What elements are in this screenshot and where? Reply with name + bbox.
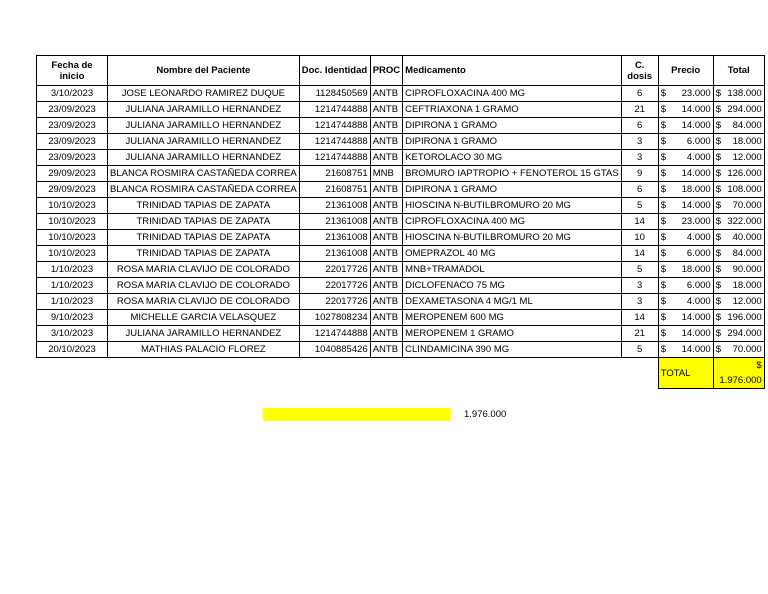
cell-proc: ANTB	[370, 294, 402, 310]
sum-value: 1.976.000	[464, 409, 507, 420]
cell-total	[713, 166, 764, 182]
cell-total	[713, 294, 764, 310]
cell-dosis: 3	[621, 278, 658, 294]
precio-amount: 14.000	[681, 168, 711, 179]
cell-nombre: JULIANA JARAMILLO HERNANDEZ	[108, 150, 300, 166]
cell-medicamento: DEXAMETASONA 4 MG/1 ML	[403, 294, 622, 310]
header-total: Total	[713, 56, 764, 86]
precio-amount: 4.000	[686, 296, 711, 307]
cell-nombre: JULIANA JARAMILLO HERNANDEZ	[108, 102, 300, 118]
currency-symbol: $	[715, 184, 721, 195]
total-amount: 90.000	[732, 264, 762, 275]
cell-doc: 1214744888	[299, 134, 370, 150]
table-row	[37, 182, 765, 198]
cell-doc: 21361008	[299, 230, 370, 246]
cell-precio	[658, 182, 713, 198]
table-row	[37, 134, 765, 150]
total-amount: 84.000	[732, 120, 762, 131]
currency-symbol: $	[715, 312, 721, 323]
cell-precio	[658, 246, 713, 262]
cell-medicamento: KETOROLACO 30 MG	[403, 150, 622, 166]
cell-total	[713, 150, 764, 166]
cell-proc: ANTB	[370, 246, 402, 262]
cell-nombre: JOSE LEONARDO RAMIREZ DUQUE	[108, 86, 300, 102]
cell-dosis: 3	[621, 134, 658, 150]
currency-symbol: $	[715, 88, 721, 99]
precio-amount: 6.000	[686, 280, 711, 291]
precio-amount: 14.000	[681, 328, 711, 339]
cell-medicamento: CIPROFLOXACINA 400 MG	[403, 214, 622, 230]
header-doc: Doc. Identidad	[299, 56, 370, 86]
cell-doc: 21361008	[299, 246, 370, 262]
cell-doc: 22017726	[299, 262, 370, 278]
cell-fecha: 1/10/2023	[37, 262, 108, 278]
cell-dosis: 3	[621, 294, 658, 310]
cell-total	[713, 310, 764, 326]
precio-amount: 14.000	[681, 120, 711, 131]
cell-medicamento: OMEPRAZOL 40 MG	[403, 246, 622, 262]
cell-precio	[658, 278, 713, 294]
total-amount: 138.000	[727, 88, 762, 99]
cell-medicamento: CLINDAMICINA 390 MG	[403, 342, 622, 358]
precio-amount: 14.000	[681, 312, 711, 323]
currency-symbol: $	[715, 152, 721, 163]
cell-proc: ANTB	[370, 118, 402, 134]
currency-symbol: $	[715, 120, 721, 131]
cell-proc: ANTB	[370, 150, 402, 166]
cell-proc: ANTB	[370, 326, 402, 342]
currency-symbol: $	[715, 232, 721, 243]
cell-fecha: 3/10/2023	[37, 86, 108, 102]
total-amount: 294.000	[727, 328, 762, 339]
cell-fecha: 23/09/2023	[37, 102, 108, 118]
table-row	[37, 310, 765, 326]
table-row	[37, 262, 765, 278]
cell-precio	[658, 294, 713, 310]
cell-total	[713, 230, 764, 246]
cell-fecha: 20/10/2023	[37, 342, 108, 358]
cell-total	[713, 102, 764, 118]
table-row	[37, 214, 765, 230]
header-nombre: Nombre del Paciente	[108, 56, 300, 86]
currency-symbol: $	[715, 280, 721, 291]
cell-doc: 21608751	[299, 182, 370, 198]
total-amount: 196.000	[727, 312, 762, 323]
cell-total	[713, 86, 764, 102]
cell-dosis: 6	[621, 118, 658, 134]
cell-proc: ANTB	[370, 198, 402, 214]
currency-symbol: $	[715, 328, 721, 339]
cell-fecha: 23/09/2023	[37, 118, 108, 134]
cell-fecha: 23/09/2023	[37, 134, 108, 150]
total-amount: 294.000	[727, 104, 762, 115]
cell-precio	[658, 150, 713, 166]
table-row	[37, 326, 765, 342]
cell-dosis: 6	[621, 182, 658, 198]
total-amount: 322.000	[727, 216, 762, 227]
cell-doc: 1128450569	[299, 86, 370, 102]
cell-nombre: TRINIDAD TAPIAS DE ZAPATA	[108, 230, 300, 246]
cell-medicamento: DIPIRONA 1 GRAMO	[403, 182, 622, 198]
precio-amount: 14.000	[681, 104, 711, 115]
currency-symbol: $	[715, 216, 721, 227]
cell-total	[713, 214, 764, 230]
currency-symbol: $	[660, 264, 666, 275]
cell-proc: ANTB	[370, 310, 402, 326]
cell-precio	[658, 342, 713, 358]
cell-precio	[658, 262, 713, 278]
cell-fecha: 23/09/2023	[37, 150, 108, 166]
precio-amount: 23.000	[681, 88, 711, 99]
total-amount: 70.000	[732, 200, 762, 211]
cell-nombre: ROSA MARIA CLAVIJO DE COLORADO	[108, 278, 300, 294]
cell-nombre: JULIANA JARAMILLO HERNANDEZ	[108, 118, 300, 134]
cell-dosis: 3	[621, 150, 658, 166]
cell-nombre: MICHELLE GARCIA VELASQUEZ	[108, 310, 300, 326]
cell-dosis: 14	[621, 214, 658, 230]
precio-amount: 18.000	[681, 184, 711, 195]
cell-doc: 21608751	[299, 166, 370, 182]
table-row	[37, 150, 765, 166]
cell-total	[713, 342, 764, 358]
cell-medicamento: DIPIRONA 1 GRAMO	[403, 118, 622, 134]
table-row	[37, 278, 765, 294]
currency-symbol: $	[715, 264, 721, 275]
total-amount: 84.000	[732, 248, 762, 259]
total-value	[713, 358, 764, 389]
cell-proc: ANTB	[370, 262, 402, 278]
precio-amount: 14.000	[681, 344, 711, 355]
cell-precio	[658, 230, 713, 246]
cell-medicamento: CIPROFLOXACINA 400 MG	[403, 86, 622, 102]
currency-symbol: $	[715, 168, 721, 179]
total-currency: $	[756, 360, 762, 371]
cell-fecha: 29/09/2023	[37, 182, 108, 198]
table-row	[37, 102, 765, 118]
total-amount: 40.000	[732, 232, 762, 243]
cell-fecha: 10/10/2023	[37, 214, 108, 230]
cell-nombre: TRINIDAD TAPIAS DE ZAPATA	[108, 214, 300, 230]
cell-dosis: 14	[621, 310, 658, 326]
currency-symbol: $	[715, 344, 721, 355]
header-fecha: Fecha de inicio	[37, 56, 108, 86]
cell-total	[713, 278, 764, 294]
cell-proc: ANTB	[370, 278, 402, 294]
cell-nombre: TRINIDAD TAPIAS DE ZAPATA	[108, 198, 300, 214]
total-amount: 12.000	[732, 296, 762, 307]
cell-total	[713, 326, 764, 342]
total-amount: 126.000	[727, 168, 762, 179]
cell-fecha: 10/10/2023	[37, 246, 108, 262]
cell-medicamento: BROMURO IAPTROPIO + FENOTEROL 15 GTAS	[403, 166, 622, 182]
cell-dosis: 10	[621, 230, 658, 246]
cell-nombre: TRINIDAD TAPIAS DE ZAPATA	[108, 246, 300, 262]
cell-fecha: 10/10/2023	[37, 230, 108, 246]
cell-precio	[658, 166, 713, 182]
total-amount: 1.976.000	[719, 375, 762, 386]
cell-nombre: MATHIAS PALACIO FLOREZ	[108, 342, 300, 358]
currency-symbol: $	[715, 104, 721, 115]
cell-fecha: 1/10/2023	[37, 294, 108, 310]
cell-dosis: 5	[621, 262, 658, 278]
cell-proc: ANTB	[370, 214, 402, 230]
precio-amount: 23.000	[681, 216, 711, 227]
total-amount: 18.000	[732, 280, 762, 291]
total-label: TOTAL	[658, 358, 713, 389]
currency-symbol: $	[660, 344, 666, 355]
cell-precio	[658, 118, 713, 134]
cell-doc: 1214744888	[299, 102, 370, 118]
cell-fecha: 3/10/2023	[37, 326, 108, 342]
cell-fecha: 1/10/2023	[37, 278, 108, 294]
cell-medicamento: DIPIRONA 1 GRAMO	[403, 134, 622, 150]
cell-dosis: 9	[621, 166, 658, 182]
cell-doc: 1040885426	[299, 342, 370, 358]
total-row	[37, 358, 765, 389]
cell-doc: 22017726	[299, 294, 370, 310]
cell-doc: 1027808234	[299, 310, 370, 326]
medication-table	[36, 55, 765, 389]
cell-nombre: ROSA MARIA CLAVIJO DE COLORADO	[108, 262, 300, 278]
currency-symbol: $	[660, 120, 666, 131]
cell-dosis: 21	[621, 326, 658, 342]
currency-symbol: $	[715, 136, 721, 147]
cell-fecha: 29/09/2023	[37, 166, 108, 182]
table-row	[37, 166, 765, 182]
currency-symbol: $	[660, 88, 666, 99]
cell-proc: ANTB	[370, 230, 402, 246]
cell-doc: 1214744888	[299, 118, 370, 134]
cell-medicamento: MEROPENEM 1 GRAMO	[403, 326, 622, 342]
header-proc: PROC	[370, 56, 402, 86]
precio-amount: 14.000	[681, 200, 711, 211]
cell-proc: ANTB	[370, 102, 402, 118]
header-precio: Precio	[658, 56, 713, 86]
header-medicamento: Medicamento	[403, 56, 622, 86]
cell-medicamento: MNB+TRAMADOL	[403, 262, 622, 278]
currency-symbol: $	[660, 136, 666, 147]
currency-symbol: $	[660, 296, 666, 307]
header-row	[37, 56, 765, 86]
cell-precio	[658, 86, 713, 102]
cell-total	[713, 134, 764, 150]
total-amount: 12.000	[732, 152, 762, 163]
currency-symbol: $	[660, 248, 666, 259]
currency-symbol: $	[715, 200, 721, 211]
table-row	[37, 86, 765, 102]
cell-medicamento: HIOSCINA N-BUTILBROMURO 20 MG	[403, 230, 622, 246]
currency-symbol: $	[660, 328, 666, 339]
table-row	[37, 342, 765, 358]
cell-precio	[658, 326, 713, 342]
cell-total	[713, 182, 764, 198]
cell-medicamento: MEROPENEM 600 MG	[403, 310, 622, 326]
currency-symbol: $	[660, 152, 666, 163]
cell-medicamento: DICLOFENACO 75 MG	[403, 278, 622, 294]
table-row	[37, 246, 765, 262]
cell-proc: ANTB	[370, 182, 402, 198]
cell-total	[713, 118, 764, 134]
total-amount: 70.000	[732, 344, 762, 355]
currency-symbol: $	[660, 184, 666, 195]
table-row	[37, 198, 765, 214]
cell-dosis: 6	[621, 86, 658, 102]
cell-dosis: 21	[621, 102, 658, 118]
cell-doc: 21361008	[299, 214, 370, 230]
cell-doc: 22017726	[299, 278, 370, 294]
cell-medicamento: HIOSCINA N-BUTILBROMURO 20 MG	[403, 198, 622, 214]
cell-doc: 21361008	[299, 198, 370, 214]
precio-amount: 4.000	[686, 232, 711, 243]
cell-proc: ANTB	[370, 86, 402, 102]
cell-precio	[658, 134, 713, 150]
currency-symbol: $	[660, 312, 666, 323]
cell-dosis: 5	[621, 198, 658, 214]
cell-proc: MNB	[370, 166, 402, 182]
cell-proc: ANTB	[370, 342, 402, 358]
cell-doc: 1214744888	[299, 150, 370, 166]
currency-symbol: $	[660, 104, 666, 115]
precio-amount: 4.000	[686, 152, 711, 163]
cell-total	[713, 246, 764, 262]
currency-symbol: $	[660, 168, 666, 179]
cell-precio	[658, 310, 713, 326]
currency-symbol: $	[660, 200, 666, 211]
cell-total	[713, 198, 764, 214]
cell-nombre: ROSA MARIA CLAVIJO DE COLORADO	[108, 294, 300, 310]
currency-symbol: $	[715, 296, 721, 307]
total-amount: 108.000	[727, 184, 762, 195]
cell-nombre: JULIANA JARAMILLO HERNANDEZ	[108, 326, 300, 342]
currency-symbol: $	[660, 232, 666, 243]
cell-nombre: JULIANA JARAMILLO HERNANDEZ	[108, 134, 300, 150]
cell-medicamento: CEFTRIAXONA 1 GRAMO	[403, 102, 622, 118]
cell-precio	[658, 214, 713, 230]
cell-total	[713, 262, 764, 278]
table-row	[37, 294, 765, 310]
total-amount: 18.000	[732, 136, 762, 147]
cell-fecha: 10/10/2023	[37, 198, 108, 214]
table-row	[37, 230, 765, 246]
precio-amount: 6.000	[686, 136, 711, 147]
cell-precio	[658, 102, 713, 118]
header-dosis: C. dosis	[621, 56, 658, 86]
cell-dosis: 14	[621, 246, 658, 262]
cell-fecha: 9/10/2023	[37, 310, 108, 326]
table-row	[37, 118, 765, 134]
cell-precio	[658, 198, 713, 214]
currency-symbol: $	[715, 248, 721, 259]
precio-amount: 6.000	[686, 248, 711, 259]
currency-symbol: $	[660, 280, 666, 291]
cell-proc: ANTB	[370, 134, 402, 150]
cell-nombre: BLANCA ROSMIRA CASTAÑEDA CORREA	[108, 182, 300, 198]
cell-dosis: 5	[621, 342, 658, 358]
cell-doc: 1214744888	[299, 326, 370, 342]
precio-amount: 18.000	[681, 264, 711, 275]
highlight-bar	[263, 408, 451, 421]
cell-nombre: BLANCA ROSMIRA CASTAÑEDA CORREA	[108, 166, 300, 182]
currency-symbol: $	[660, 216, 666, 227]
